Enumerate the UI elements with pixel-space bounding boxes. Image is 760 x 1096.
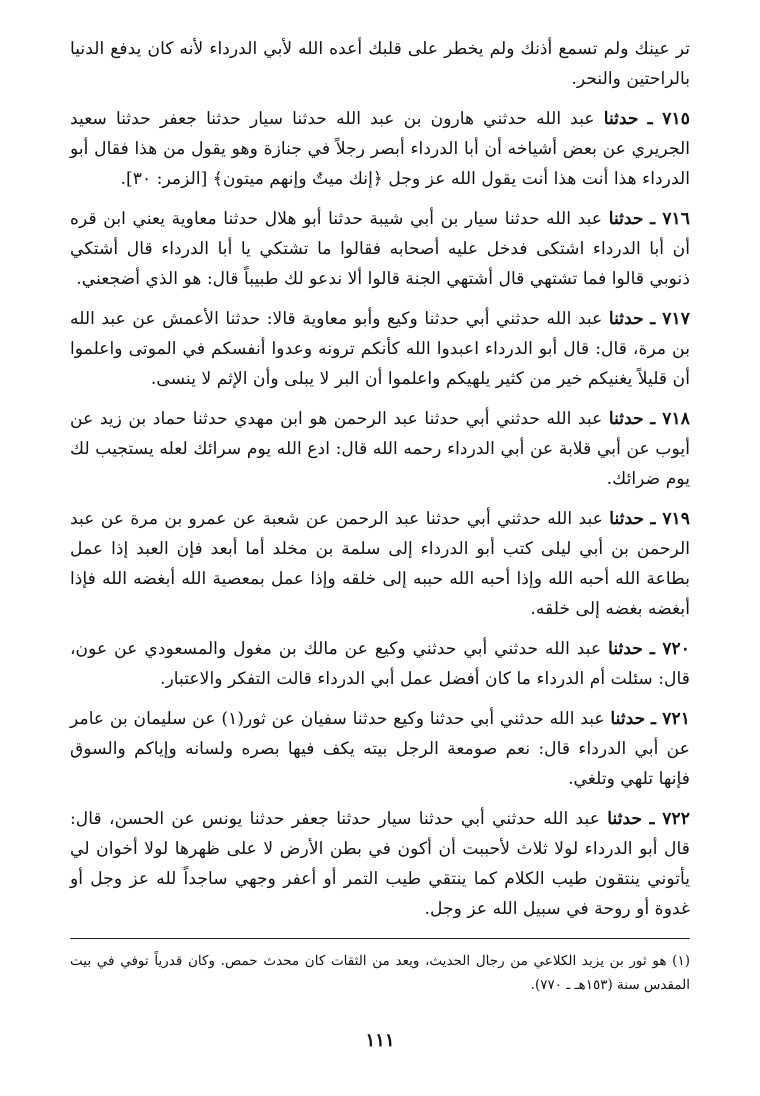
hadith-text: عبد الله حدثني أبي حدثني وكيع عن مالك بن مغول والمسعودي عن عون، قال: سئلت أم الدرداء ما كان أفضل عمل أبي الدرداء قالت التفكر والاعتبار.: [70, 639, 690, 689]
hadith-721: [70, 704, 690, 794]
paragraph-text: تر عينك ولم تسمع أذنك ولم يخطر على قلبك أعده الله لأبي الدرداء لأنه كان يدفع الدنيا بالراحتين والنحر.: [70, 39, 690, 89]
hadith-717: [70, 304, 690, 394]
hadith-number: ٧١٦ ـ: [650, 209, 691, 229]
hadith-720: [70, 634, 690, 694]
hadith-number: ٧٢٢ ـ: [649, 809, 690, 829]
hadith-number: ٧٢١ ـ: [651, 709, 690, 729]
hadith-722: [70, 804, 690, 924]
hadith-heading: حدثنا: [607, 809, 643, 829]
hadith-number: ٧١٥ ـ: [647, 109, 690, 129]
hadith-719: [70, 504, 690, 624]
hadith-text: عبد الله حدثنا سيار بن أبي شيبة حدثنا أبو هلال حدثنا معاوية يعني ابن قره أن أبا الدرداء اشتكى فدخل عليه أصحابه فقالوا ما تشتكي يا أبا الدرداء قال أشتكي ذنوبي قالوا فما تشتهي قال أشتهي الجنة قالوا ألا ندعو لك طبيباً قال: هو الذي أضجعني.: [70, 209, 690, 289]
hadith-heading: حدثنا: [610, 709, 646, 729]
hadith-heading: حدثنا: [603, 109, 639, 129]
hadith-heading: حدثنا: [608, 209, 644, 229]
hadith-number: ٧١٨ ـ: [650, 409, 690, 429]
hadith-number: ٧٢٠ ـ: [649, 639, 691, 659]
hadith-718: [70, 404, 690, 494]
hadith-716: [70, 204, 690, 294]
hadith-heading: حدثنا: [609, 509, 645, 529]
hadith-text: عبد الله حدثني أبي حدثنا عبد الرحمن هو ابن مهدي حدثنا حماد بن زيد عن أيوب عن أبي قلابة عن أبي الدرداء رحمه الله قال: ادع الله يوم سرائك لعله يستجيب لك يوم ضرائك.: [70, 409, 690, 489]
hadith-heading: حدثنا: [608, 309, 644, 329]
hadith-heading: حدثنا: [608, 409, 644, 429]
footnote: (١) هو ثور بن يزيد الكلاعي من رجال الحديث، ويعد من الثقات كان محدث حمص. وكان قدرياً توفي في بيت المقدس سنة (١٥٣هـ ـ ٧٧٠).: [70, 953, 690, 993]
hadith-text: عبد الله حدثني هارون بن عبد الله حدثنا سيار حدثنا جعفر حدثنا سعيد الجريري عن بعض أشياخه أن أبا الدرداء أبصر رجلاً في جنازة وهو يقول من هذا فقال أبو الدرداء هذا أنت هذا أنت يقول الله عز وجل ﴿إنك ميتٌ وإنهم ميتون﴾ [الزمر: ٣٠].: [70, 109, 690, 189]
hadith-number: ٧١٩ ـ: [650, 509, 691, 529]
hadith-text: عبد الله حدثني أبي حدثنا وكيع وأبو معاوية قالا: حدثنا الأعمش عن عبد الله بن مرة، قال: قال أبو الدرداء اعبدوا الله كأنكم ترونه وعدوا أنفسكم في الموتى واعلموا أن قليلاً يغنيكم خير من كثير يلهيكم واعلموا أن البر لا يبلى وأن الإثم لا ينسى.: [70, 309, 690, 389]
page-body: [70, 34, 690, 997]
hadith-text: عبد الله حدثني أبي حدثنا سيار حدثنا جعفر حدثنا يونس عن الحسن، قال: قال أبو الدرداء لولا ثلاث لأحببت أن أكون في بطن الأرض لا على ظهرها لولا أخوان لي يأتوني ينتقون طيب الكلام كما ينتقي طيب التمر أو أعفر وجهي ساجداً لله عز وجل أو غدوة أو روحة في سبيل الله عز وجل.: [70, 809, 690, 919]
hadith-text: عبد الله حدثني أبي حدثنا عبد الرحمن عن شعبة عن عمرو بن مرة عن عبد الرحمن بن أبي ليلى كتب أبو الدرداء إلى سلمة بن مخلد أما أبعد فإن العبد إذا عمل بطاعة الله أحبه الله وإذا أحبه الله حببه إلى خلقه وإذا عمل بمعصية الله أبغضه الله فإذا أبغضه بغضه إلى خلقه.: [70, 509, 690, 619]
hadith-text: عبد الله حدثني أبي حدثنا وكيع حدثنا سفيان عن ثور(١) عن سليمان بن عامر عن أبي الدرداء قال: نعم صومعة الرجل بيته يكف فيها بصره ولسانه وإياكم والسوق فإنها تلهي وتلغي.: [70, 709, 690, 789]
hadith-number: ٧١٧ ـ: [650, 309, 690, 329]
footnote-divider: [70, 938, 690, 939]
hadith-715: [70, 104, 690, 194]
hadith-heading: حدثنا: [608, 639, 643, 659]
paragraph-continuation: [70, 34, 690, 94]
page-number: ١١١: [365, 1030, 395, 1051]
